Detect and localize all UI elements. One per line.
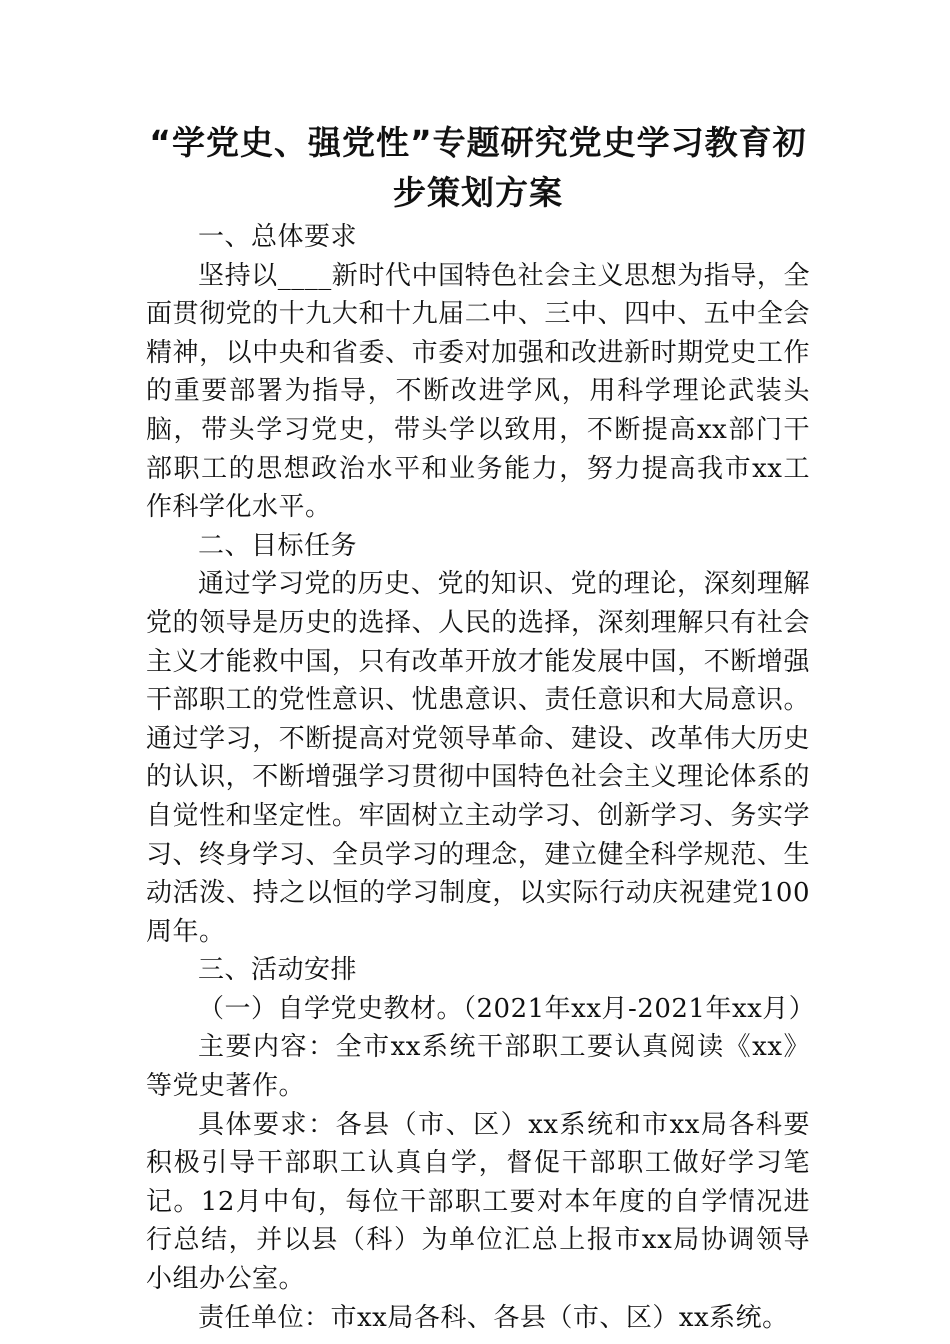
paragraph-general-requirements: 坚持以____新时代中国特色社会主义思想为指导，全面贯彻党的十九大和十九届二中、三中、四中、五中全会精神，以中央和省委、市委对加强和改进新时期党史工作的重要部署为指导，不断改进学风，用科学理论武装头脑，带头学习党史，带头学以致用，不断提高xx部门干部职工的思想政治水平和业务能力，努力提高我市xx工作科学化水平。 <box>146 260 810 523</box>
document-title: “学党史、强党性”专题研究党史学习教育初步策划方案 <box>149 123 807 212</box>
paragraph-specific-requirements: 具体要求：各县（市、区）xx系统和市xx局各科要积极引导干部职工认真自学，督促干部职工做好学习笔记。12月中旬，每位干部职工要对本年度的自学情况进行总结，并以县（科）为单位汇总上报市xx局协调领导小组办公室。 <box>146 1109 810 1295</box>
section-heading-goals: 二、目标任务 <box>198 530 358 561</box>
section-heading-general-requirements: 一、总体要求 <box>198 222 358 252</box>
paragraph-main-content: 主要内容：全市xx系统干部职工要认真阅读《xx》等党史著作。 <box>146 1032 810 1102</box>
document-page <box>146 118 816 1337</box>
subsection-heading-self-study: （一）自学党史教材。（2021年xx月-2021年xx月） <box>198 993 816 1024</box>
paragraph-goals: 通过学习党的历史、党的知识、党的理论，深刻理解党的领导是历史的选择、人民的选择，深刻理解只有社会主义才能救中国，只有改革开放才能发展中国，不断增强干部职工的党性意识、忧患意识、责任意识和大局意识。通过学习，不断提高对党领导革命、建设、改革伟大历史的认识，不断增强学习贯彻中国特色社会主义理论体系的自觉性和坚定性。牢固树立主动学习、创新学习、务实学习、终身学习、全员学习的理念，建立健全科学规范、生动活泼、持之以恒的学习制度，以实际行动庆祝建党100周年。 <box>146 569 810 947</box>
section-heading-activities: 三、活动安排 <box>198 955 358 986</box>
paragraph-responsible-units: 责任单位：市xx局各科、各县（市、区）xx系统。 <box>198 1302 789 1333</box>
